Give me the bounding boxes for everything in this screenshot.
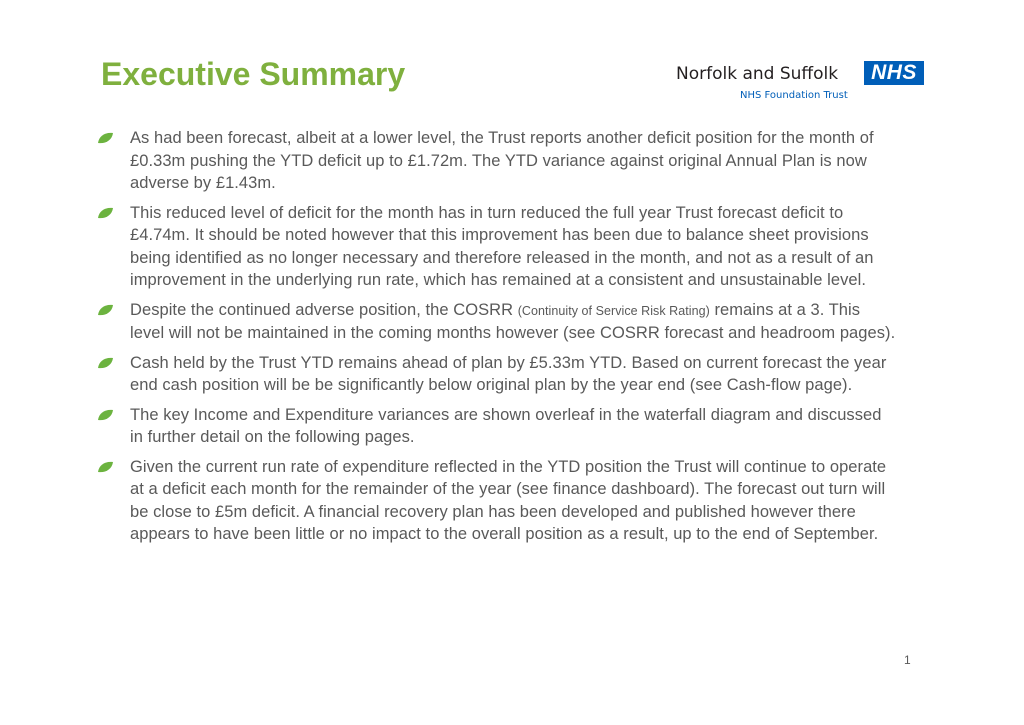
leaf-icon — [97, 132, 114, 144]
bullet-item — [97, 202, 897, 292]
cosrr-definition: (Continuity of Service Risk Rating) — [517, 303, 710, 318]
bullet-item — [97, 299, 897, 345]
bullet-item — [97, 404, 897, 449]
logo-subtitle: NHS Foundation Trust — [740, 90, 848, 101]
bullet-text-part: remains at a 3. This level will not be maintained in the coming months however (see COSRR forecast and headroom pages). — [130, 300, 896, 342]
leaf-icon — [97, 409, 114, 421]
leaf-icon — [97, 357, 114, 369]
page-number: 1 — [904, 653, 911, 667]
bullet-item — [97, 352, 897, 397]
bullet-text: Given the current run rate of expenditure reflected in the YTD position the Trust will continue to operate at a deficit each month for the remainder of the year (see finance dashboard). The forecast out turn will be close to £5m deficit. A financial recovery plan has been developed and published however there appears to have been little or no impact to the overall position as a result, up to the end of September. — [130, 457, 887, 543]
leaf-icon — [97, 207, 114, 219]
nhs-mark: NHS — [864, 61, 924, 85]
page-title: Executive Summary — [101, 56, 406, 92]
bullet-text: The key Income and Expenditure variances are shown overleaf in the waterfall diagram and discussed in further detail on the following pages. — [130, 405, 882, 446]
bullet-list — [97, 127, 897, 553]
bullet-text-part: Despite the continued adverse position, the COSRR — [130, 300, 518, 319]
bullet-item — [97, 456, 897, 546]
logo-org-name: Norfolk and Suffolk — [676, 64, 839, 84]
nhs-logo — [676, 59, 926, 105]
leaf-icon — [97, 461, 114, 473]
leaf-icon — [97, 304, 114, 316]
bullet-text: This reduced level of deficit for the month has in turn reduced the full year Trust forecast deficit to £4.74m. It should be noted however that this improvement has been due to balance sheet provisions being identified as no longer necessary and therefore released in the month, and not as a result of an improvement in the underlying run rate, which has remained at a consistent and unsustainable level. — [130, 203, 874, 289]
bullet-text: Cash held by the Trust YTD remains ahead of plan by £5.33m YTD. Based on current forecast the year end cash position will be be significantly below original plan by the year end (see Cash-flow page). — [130, 353, 887, 394]
bullet-item — [97, 127, 897, 195]
bullet-text — [130, 299, 897, 345]
bullet-text: As had been forecast, albeit at a lower level, the Trust reports another deficit position for the month of £0.33m pushing the YTD deficit up to £1.72m. The YTD variance against original Annual Plan is now adverse by £1.43m. — [130, 129, 874, 192]
